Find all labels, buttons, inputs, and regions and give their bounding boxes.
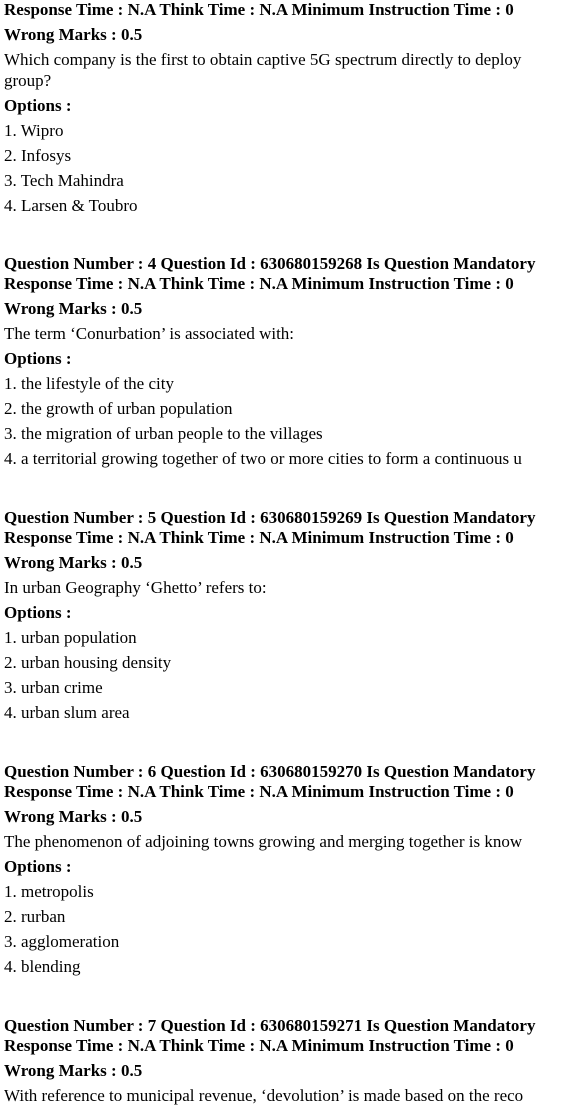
- question-7-wrong-marks: Wrong Marks : 0.5: [4, 1061, 143, 1080]
- question-6-option-2: 2. rurban: [4, 907, 66, 926]
- question-4-option-1: 1. the lifestyle of the city: [4, 374, 174, 393]
- question-7-meta: Response Time : N.A Think Time : N.A Minimum Instruction Time : 0: [4, 1036, 514, 1055]
- question-4-wrong-marks: Wrong Marks : 0.5: [4, 299, 143, 318]
- question-5-option-2: 2. urban housing density: [4, 653, 172, 672]
- question-7-header: Question Number : 7 Question Id : 630680159271 Is Question Mandatory: [4, 1016, 536, 1035]
- question-4-option-3: 3. the migration of urban people to the villages: [4, 424, 323, 443]
- question-3-option-4: 4. Larsen & Toubro: [4, 196, 138, 215]
- question-5-header: Question Number : 5 Question Id : 630680159269 Is Question Mandatory: [4, 508, 536, 527]
- question-6-option-1: 1. metropolis: [4, 882, 94, 901]
- question-4-header: Question Number : 4 Question Id : 630680159268 Is Question Mandatory: [4, 254, 536, 273]
- question-4-option-2: 2. the growth of urban population: [4, 399, 233, 418]
- question-5-options-label: Options :: [4, 603, 72, 622]
- question-6-wrong-marks: Wrong Marks : 0.5: [4, 807, 143, 826]
- question-6-text: The phenomenon of adjoining towns growing and merging together is know: [4, 832, 523, 851]
- question-5-option-4: 4. urban slum area: [4, 703, 130, 722]
- question-5-option-1: 1. urban population: [4, 628, 137, 647]
- question-4-options-label: Options :: [4, 349, 72, 368]
- question-6-meta: Response Time : N.A Think Time : N.A Minimum Instruction Time : 0: [4, 782, 514, 801]
- question-3-wrong-marks: Wrong Marks : 0.5: [4, 25, 143, 44]
- question-5-meta: Response Time : N.A Think Time : N.A Minimum Instruction Time : 0: [4, 528, 514, 547]
- question-5-text: In urban Geography ‘Ghetto’ refers to:: [4, 578, 267, 597]
- question-3-text-line1: Which company is the first to obtain captive 5G spectrum directly to deploy: [4, 50, 522, 69]
- question-7-text: With reference to municipal revenue, ‘devolution’ is made based on the reco: [4, 1086, 524, 1105]
- question-3-text-line2: group?: [4, 71, 52, 90]
- question-6-header: Question Number : 6 Question Id : 630680159270 Is Question Mandatory: [4, 762, 536, 781]
- question-6-options-label: Options :: [4, 857, 72, 876]
- question-6-option-3: 3. agglomeration: [4, 932, 120, 951]
- question-6-option-4: 4. blending: [4, 957, 81, 976]
- question-3-option-3: 3. Tech Mahindra: [4, 171, 124, 190]
- question-4-text: The term ‘Conurbation’ is associated with:: [4, 324, 295, 343]
- question-5-option-3: 3. urban crime: [4, 678, 103, 697]
- question-4-meta: Response Time : N.A Think Time : N.A Minimum Instruction Time : 0: [4, 274, 514, 293]
- question-4-option-4: 4. a territorial growing together of two or more cities to form a continuous u: [4, 449, 522, 468]
- question-3-meta: Response Time : N.A Think Time : N.A Minimum Instruction Time : 0: [4, 0, 514, 19]
- question-5-wrong-marks: Wrong Marks : 0.5: [4, 553, 143, 572]
- question-3-options-label: Options :: [4, 96, 72, 115]
- question-3-option-2: 2. Infosys: [4, 146, 72, 165]
- question-3-option-1: 1. Wipro: [4, 121, 64, 140]
